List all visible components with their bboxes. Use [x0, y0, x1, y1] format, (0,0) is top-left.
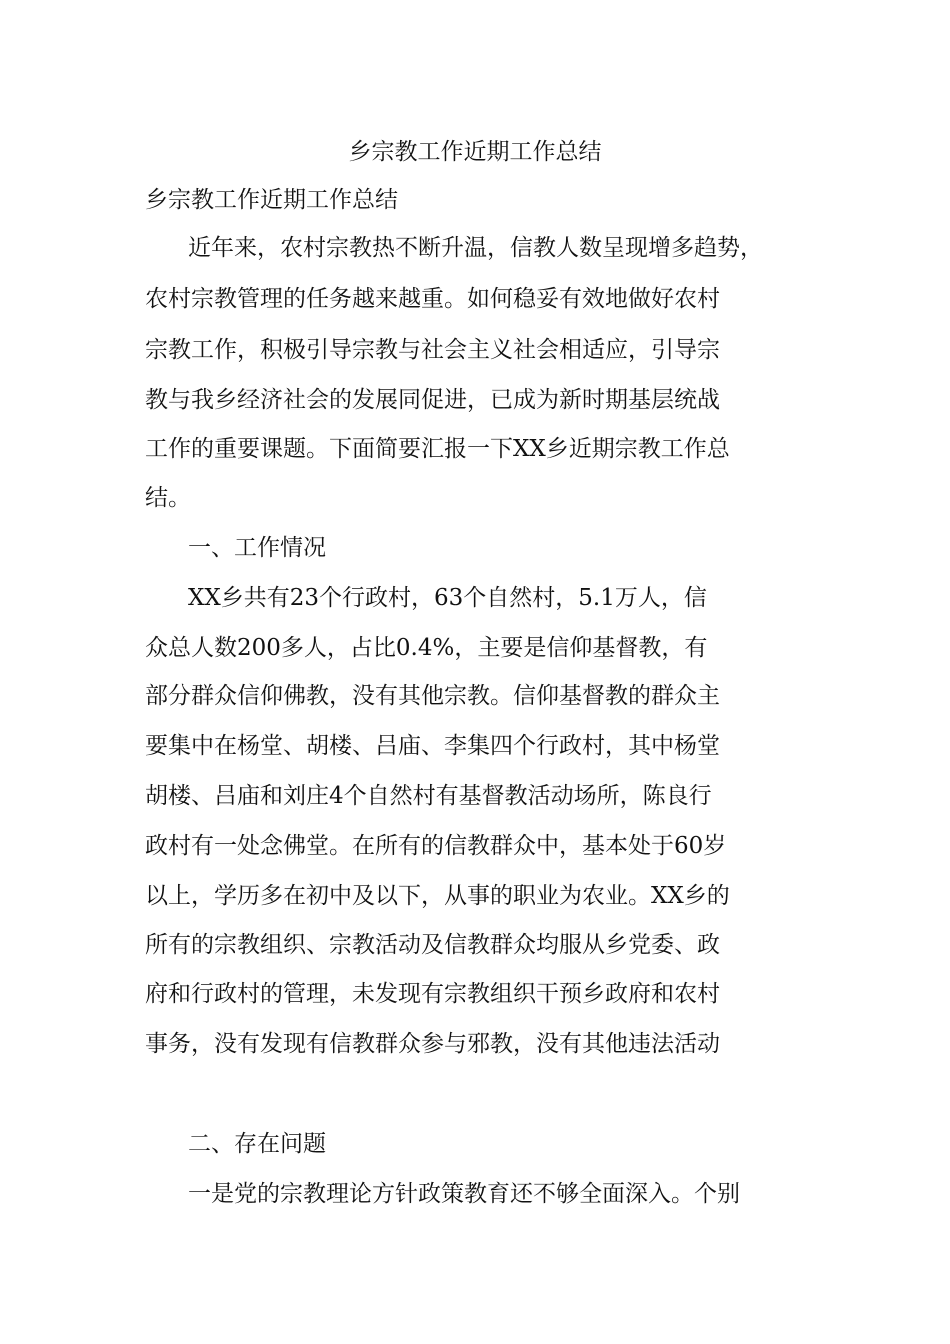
paragraph-line: 事务，没有发现有信教群众参与邪教，没有其他违法活动 — [145, 1031, 720, 1057]
document-subtitle: 乡宗教工作近期工作总结 — [145, 187, 398, 213]
paragraph-line: 教与我乡经济社会的发展同促进，已成为新时期基层统战 — [145, 387, 720, 413]
paragraph-line: 宗教工作，积极引导宗教与社会主义社会相适应，引导宗 — [145, 337, 720, 363]
paragraph-line: 要集中在杨堂、胡楼、吕庙、李集四个行政村，其中杨堂 — [145, 733, 720, 759]
section-heading: 二、存在问题 — [188, 1131, 326, 1157]
paragraph-line: XX乡共有23个行政村，63个自然村，5.1万人，信 — [188, 585, 707, 611]
document-title: 乡宗教工作近期工作总结 — [348, 139, 602, 165]
paragraph-line: 工作的重要课题。下面简要汇报一下XX乡近期宗教工作总 — [145, 436, 730, 462]
paragraph-line: 胡楼、吕庙和刘庄4个自然村有基督教活动场所，陈良行 — [145, 783, 712, 809]
paragraph-line: 政村有一处念佛堂。在所有的信教群众中，基本处于60岁 — [145, 833, 727, 859]
paragraph-line: 以上，学历多在初中及以下，从事的职业为农业。XX乡的 — [145, 883, 730, 909]
paragraph-line: 结。 — [145, 485, 191, 511]
paragraph-line: 府和行政村的管理，未发现有宗教组织干预乡政府和农村 — [145, 981, 720, 1007]
paragraph-line: 部分群众信仰佛教，没有其他宗教。信仰基督教的群众主 — [145, 683, 720, 709]
paragraph-line: 近年来，农村宗教热不断升温，信教人数呈现增多趋势， — [188, 235, 763, 261]
paragraph-line: 众总人数200多人，占比0.4%，主要是信仰基督教，有 — [145, 635, 708, 661]
paragraph-line: 所有的宗教组织、宗教活动及信教群众均服从乡党委、政 — [145, 932, 720, 958]
paragraph-line: 一是党的宗教理论方针政策教育还不够全面深入。个别 — [188, 1181, 740, 1207]
paragraph-line: 农村宗教管理的任务越来越重。如何稳妥有效地做好农村 — [145, 286, 720, 312]
section-heading: 一、工作情况 — [188, 535, 326, 561]
